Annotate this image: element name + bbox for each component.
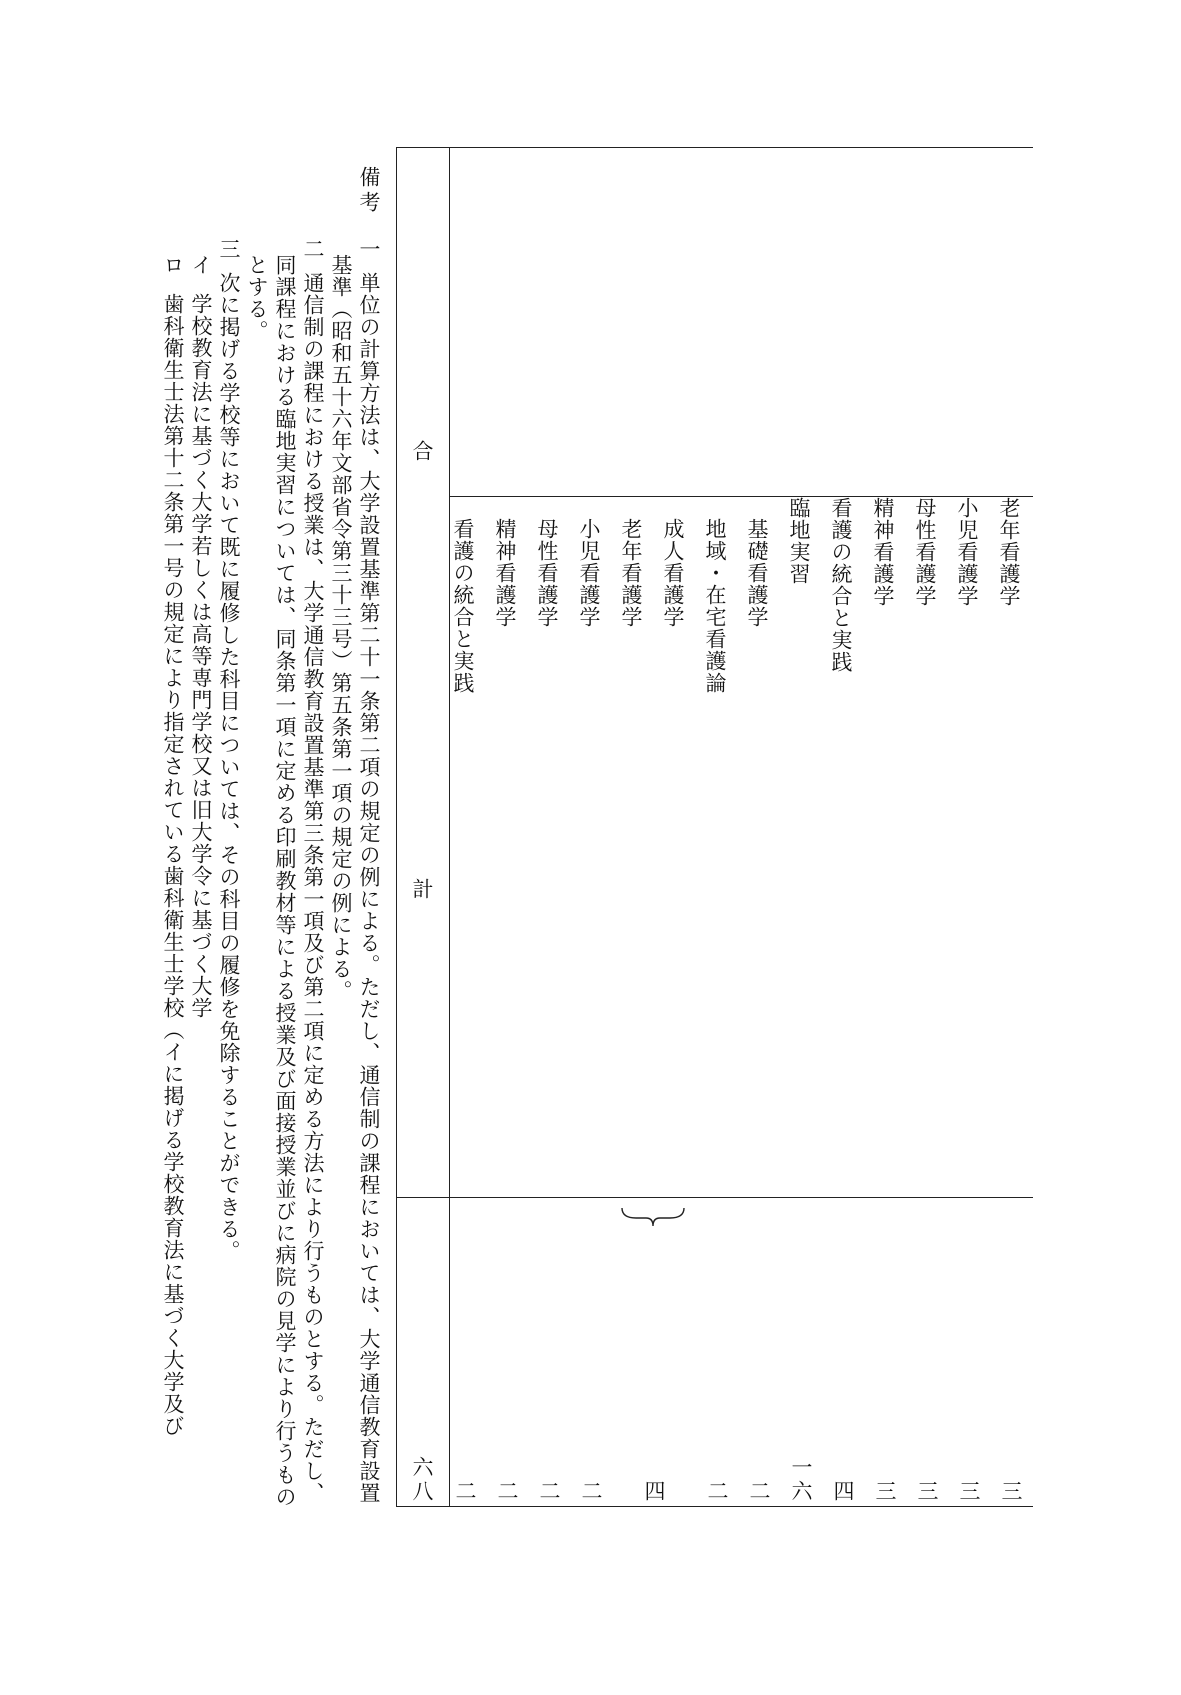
credit-cell-rinchi-b: 六 [789, 1480, 813, 1501]
table-credit-divider [396, 1197, 1033, 1198]
table-bottom-rule [396, 1506, 1033, 1507]
subject-cell: 看護の統合と実践 [451, 518, 475, 694]
note-3-item-i: 学校教育法に基づく大学若しくは高等専門学校又は旧大学令に基づく大学 [189, 293, 213, 1019]
note-2-line-2: 同課程における臨地実習については、同条第一項に定める印刷教材等による授業及び面接授業並びに病院の見学により行うもの [273, 254, 297, 1508]
subject-cell: 看護の統合と実践 [829, 497, 853, 673]
note-3-item-i-number: イ [189, 254, 213, 276]
table-total-divider [449, 147, 450, 1507]
table-left-rule [396, 147, 397, 1507]
note-3-item-ro-number: ロ [161, 254, 185, 276]
subject-cell: 基礎看護学 [745, 518, 769, 628]
subject-cell: 精神看護学 [871, 497, 895, 607]
credit-cell: 三 [873, 1480, 897, 1501]
subject-cell: 老年看護学 [997, 497, 1021, 607]
credit-cell: 四 [831, 1480, 855, 1501]
table-top-rule [396, 147, 1033, 148]
subject-cell: 母性看護学 [913, 497, 937, 607]
credit-cell-rinchi-a: 一 [789, 1456, 813, 1477]
note-2-line-3: とする。 [245, 254, 269, 342]
credit-cell: 二 [705, 1480, 729, 1501]
credit-cell: 二 [495, 1480, 519, 1501]
subject-cell-rinchi: 臨地実習 [787, 497, 811, 585]
note-1-line-2: 基準（昭和五十六年文部省令第三十三号）第五条第一項の規定の例による。 [329, 254, 353, 1002]
subject-cell: 小児看護学 [955, 497, 979, 607]
subject-cell: 小児看護学 [577, 518, 601, 628]
credit-cell: 四 [642, 1480, 666, 1501]
total-label-b: 計 [410, 878, 434, 899]
note-1-line-1: 単位の計算方法は、大学設置基準第二十一条第二項の規定の例による。ただし、通信制の課程においては、大学通信教育設置 [357, 272, 381, 1504]
note-3-line-1: 次に掲げる学校等において既に履修した科目については、その科目の履修を免除することができる。 [217, 272, 241, 1262]
total-value-b: 八 [410, 1480, 434, 1501]
credit-cell: 三 [999, 1480, 1023, 1501]
note-2-line-1: 通信制の課程における授業は、大学通信教育設置基準第三条第一項及び第二項に定める方法により行うものとする。ただし、 [301, 272, 325, 1504]
total-value-a: 六 [410, 1456, 434, 1477]
credit-cell: 三 [915, 1480, 939, 1501]
note-1-number: 一 [357, 238, 381, 260]
note-2-number: 二 [301, 238, 325, 260]
subject-cell: 地域・在宅看護論 [703, 518, 727, 694]
total-label-a: 合 [410, 440, 434, 461]
brace-grouping [618, 1206, 688, 1228]
notes-heading: 備考 [357, 166, 381, 216]
note-3-item-ro: 歯科衛生士法第十二条第一号の規定により指定されている歯科衛生士学校（イに掲げる学校教育法に基づく大学及び [161, 293, 185, 1437]
credit-cell: 二 [579, 1480, 603, 1501]
credit-cell: 三 [957, 1480, 981, 1501]
subject-cell: 母性看護学 [535, 518, 559, 628]
subject-cell: 精神看護学 [493, 518, 517, 628]
subject-cell: 成人看護学 [661, 518, 685, 628]
credit-cell: 二 [537, 1480, 561, 1501]
subject-cell: 老年看護学 [619, 518, 643, 628]
note-3-number: 三 [217, 238, 241, 260]
credit-cell: 二 [747, 1480, 771, 1501]
table-subject-divider [449, 496, 1033, 497]
credit-cell: 二 [453, 1480, 477, 1501]
